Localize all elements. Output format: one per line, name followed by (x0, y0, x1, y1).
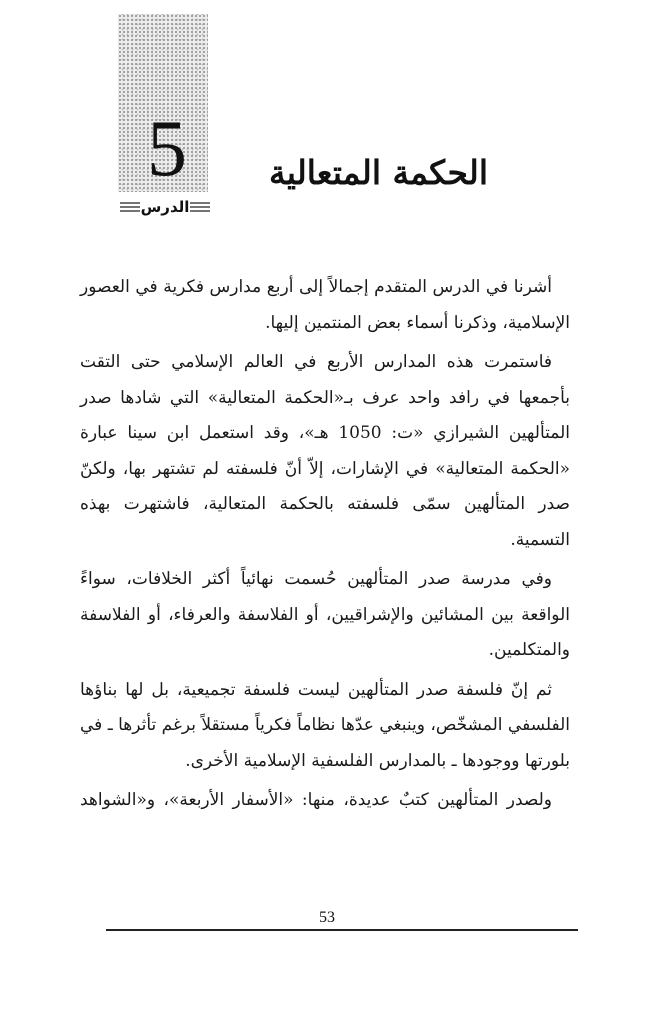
paragraph: فاستمرت هذه المدارس الأربع في العالم الإسلامي حتى التقت بأجمعها في رافد واحد عرف بـ«الحكمة المتعالية» التي شادها صدر المتألهين الشيرازي «ت: 1050 هـ»، وقد استعمل ابن سينا عبارة «الحكمة المتعالية» في الإشارات، إلاّ أنّ فلسفته لم تشتهر بها، ولكنّ صدر المتألهين سمّى فلسفته بالحكمة المتعالية، فاشتهرت بهذه التسمية. (80, 352, 570, 550)
paragraph: ولصدر المتألهين كتبٌ عديدة، منها: «الأسفار الأربعة»، و«الشواهد (80, 790, 552, 810)
paragraph: أشرنا في الدرس المتقدم إجمالاً إلى أربع مدارس فكرية في العصور الإسلامية، وذكرنا أسماء بعض المنتمين إليها. (80, 277, 570, 333)
page-number: 53 (319, 909, 335, 926)
paragraph: ثم إنّ فلسفة صدر المتألهين ليست فلسفة تجميعية، بل لها بناؤها الفلسفي المشخّص، وينبغي عدّها نظاماً فكرياً مستقلاً برغم تأثرها ـ في بلورتها ووجودها ـ بالمدارس الفلسفية الإسلامية الأخرى. (80, 679, 570, 771)
footer-rule (106, 929, 578, 931)
chapter-number: 5 (147, 105, 187, 193)
body-text (80, 270, 570, 823)
paragraph: وفي مدرسة صدر المتألهين حُسمت نهائياً أكثر الخلافات، سواءً الواقعة بين المشائين والإشراقيين، أو الفلاسفة والعرفاء، أو الفلاسفة والمتكلمين. (80, 569, 570, 660)
chapter-title: الحكمة المتعالية (269, 153, 488, 192)
ornament-label: الدرس (140, 198, 190, 216)
chapter-ornament (118, 190, 212, 222)
